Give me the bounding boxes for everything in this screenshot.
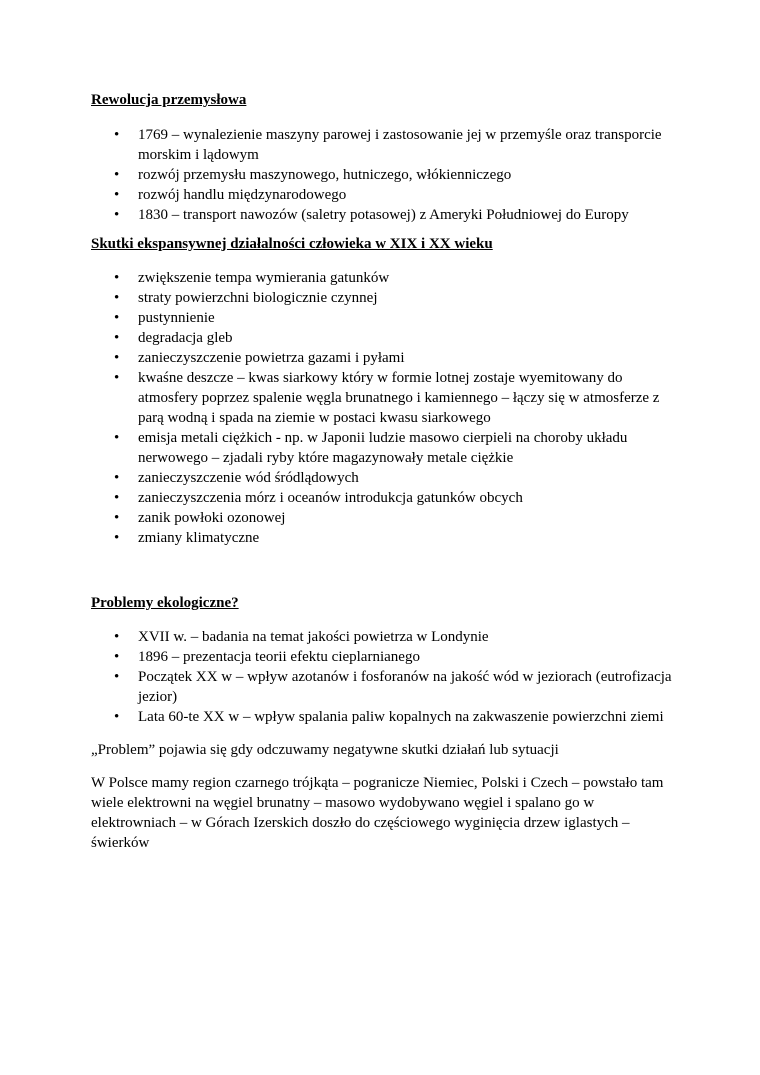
list-item-text: zwiększenie tempa wymierania gatunków — [138, 270, 390, 286]
bullet-icon: • — [114, 187, 120, 203]
list-item — [91, 667, 681, 707]
list-item-text: zanieczyszczenia mórz i oceanów introdukcja gatunków obcych — [138, 490, 523, 506]
bullet-list-industrial-revolution — [91, 125, 681, 225]
list-item-text: zmiany klimatyczne — [138, 530, 260, 546]
list-item-text: emisja metali ciężkich - np. w Japonii ludzie masowo cierpieli na choroby układu nerwowego – zjadali ryby które magazynowały metale ciężkie — [138, 430, 628, 466]
list-item-text: straty powierzchni biologicznie czynnej — [138, 290, 378, 306]
list-item-text: kwaśne deszcze – kwas siarkowy który w formie lotnej zostaje wyemitowany do atmosfery poprzez spalenie węgla brunatnego i kamiennego – łączy się w atmosferze z parą wodną i spada na ziemie w postaci kwasu siarkowego — [138, 370, 660, 426]
section-heading-human-impact: Skutki ekspansywnej działalności człowieka w XIX i XX wieku — [91, 236, 493, 252]
list-item-text: 1769 – wynalezienie maszyny parowej i zastosowanie jej w przemyśle oraz transporcie morskim i lądowym — [138, 127, 662, 163]
section-heading-industrial-revolution: Rewolucja przemysłowa — [91, 92, 247, 108]
list-item — [91, 328, 681, 348]
document-body — [91, 90, 681, 853]
bullet-icon: • — [114, 207, 120, 223]
bullet-icon: • — [114, 510, 120, 526]
bullet-icon: • — [114, 270, 120, 286]
list-item-text: zanik powłoki ozonowej — [138, 510, 286, 526]
bullet-icon: • — [114, 649, 120, 665]
list-item — [91, 125, 681, 165]
list-item-text: 1896 – prezentacja teorii efektu cieplarnianego — [138, 649, 420, 665]
bullet-icon: • — [114, 470, 120, 486]
bullet-icon: • — [114, 709, 120, 725]
bullet-icon: • — [114, 430, 120, 446]
list-item-text: Lata 60-te XX w – wpływ spalania paliw kopalnych na zakwaszenie powierzchni ziemi — [138, 709, 664, 725]
bullet-icon: • — [114, 530, 120, 546]
bullet-icon: • — [114, 490, 120, 506]
list-item — [91, 165, 681, 185]
bullet-list-ecological-problems — [91, 627, 681, 727]
list-item — [91, 468, 681, 488]
bullet-icon: • — [114, 310, 120, 326]
bullet-icon: • — [114, 669, 120, 685]
list-item-text: zanieczyszczenie powietrza gazami i pyłami — [138, 350, 405, 366]
list-item — [91, 627, 681, 647]
section-heading-ecological-problems: Problemy ekologiczne? — [91, 595, 239, 611]
list-item — [91, 185, 681, 205]
paragraph-black-triangle: W Polsce mamy region czarnego trójkąta – pogranicze Niemiec, Polski i Czech – powstało tam wiele elektrowni na węgiel brunatny – masowo wydobywano węgiel i spalano go w elektrowniach – w Górach Izerskich doszło do częściowego wyginięcia drzew iglastych – świerków — [91, 775, 664, 851]
list-item — [91, 528, 681, 548]
bullet-icon: • — [114, 167, 120, 183]
bullet-icon: • — [114, 350, 120, 366]
list-item — [91, 368, 681, 428]
bullet-icon: • — [114, 127, 120, 143]
list-item — [91, 488, 681, 508]
bullet-icon: • — [114, 330, 120, 346]
list-item — [91, 428, 681, 468]
list-item — [91, 205, 681, 225]
list-item — [91, 288, 681, 308]
paragraph-problem-definition: „Problem” pojawia się gdy odczuwamy negatywne skutki działań lub sytuacji — [91, 742, 559, 758]
list-item-text: degradacja gleb — [138, 330, 233, 346]
list-item-text: XVII w. – badania na temat jakości powietrza w Londynie — [138, 629, 489, 645]
list-item-text: 1830 – transport nawozów (saletry potasowej) z Ameryki Południowej do Europy — [138, 207, 629, 223]
bullet-list-human-impact — [91, 268, 681, 548]
list-item-text: zanieczyszczenie wód śródlądowych — [138, 470, 359, 486]
list-item — [91, 707, 681, 727]
list-item-text: Początek XX w – wpływ azotanów i fosforanów na jakość wód w jeziorach (eutrofizacja jezior) — [138, 669, 672, 705]
list-item-text: rozwój handlu międzynarodowego — [138, 187, 347, 203]
list-item — [91, 308, 681, 328]
list-item-text: pustynnienie — [138, 310, 215, 326]
bullet-icon: • — [114, 370, 120, 386]
bullet-icon: • — [114, 290, 120, 306]
list-item — [91, 647, 681, 667]
list-item — [91, 268, 681, 288]
bullet-icon: • — [114, 629, 120, 645]
list-item — [91, 508, 681, 528]
list-item-text: rozwój przemysłu maszynowego, hutniczego, włókienniczego — [138, 167, 512, 183]
list-item — [91, 348, 681, 368]
